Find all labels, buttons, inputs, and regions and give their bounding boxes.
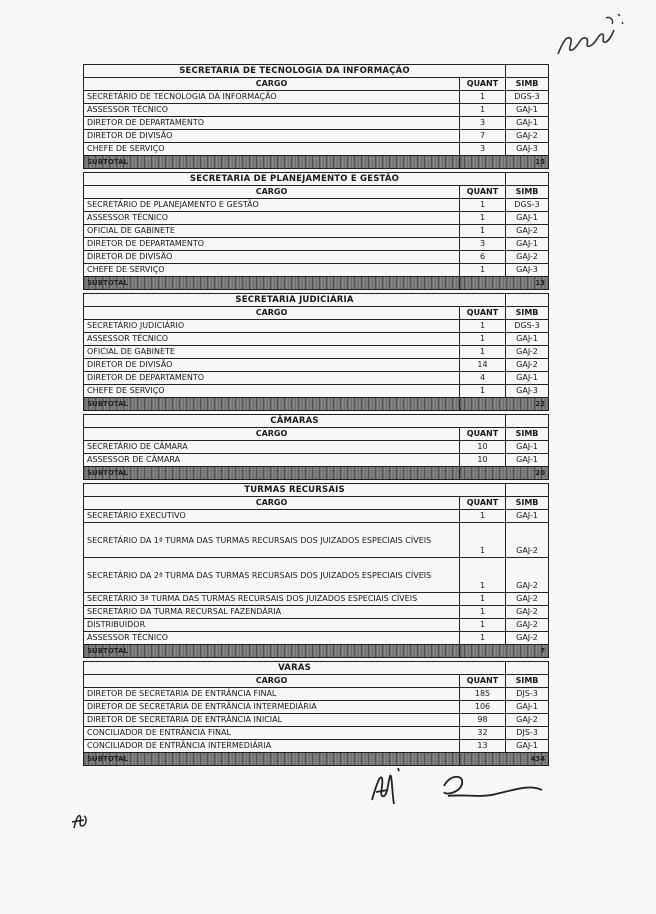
- quant-cell: 1: [460, 225, 506, 238]
- table-row: [84, 714, 549, 727]
- quant-cell: 14: [460, 359, 506, 372]
- simb-cell: GAJ-1: [506, 117, 549, 130]
- section-title: CÂMARAS: [84, 415, 506, 428]
- quant-cell: 1: [460, 212, 506, 225]
- quant-cell: 1: [460, 510, 506, 523]
- table-row: [84, 619, 549, 632]
- table-row: [84, 320, 549, 333]
- quant-cell: 1: [460, 593, 506, 606]
- table-row: [84, 632, 549, 645]
- header-simb: SIMB: [506, 675, 549, 688]
- cargo-cell: CHEFE DE SERVIÇO: [84, 385, 460, 398]
- cargo-cell: CHEFE DE SERVIÇO: [84, 264, 460, 277]
- cargo-cell: SECRETÁRIO DA 2ª TURMA DAS TURMAS RECURSAIS DOS JUIZADOS ESPECIAIS CÍVEIS: [84, 558, 460, 593]
- table-row: [84, 372, 549, 385]
- cargo-cell: ASSESSOR TÉCNICO: [84, 632, 460, 645]
- subtotal-label: SUBTOTAL: [84, 467, 460, 480]
- header-quant: QUANT: [460, 428, 506, 441]
- header-cargo: CARGO: [84, 428, 460, 441]
- header-quant: QUANT: [460, 186, 506, 199]
- cargo-cell: DIRETOR DE DIVISÃO: [84, 359, 460, 372]
- quant-cell: 10: [460, 454, 506, 467]
- simb-cell: DGS-3: [506, 199, 549, 212]
- simb-cell: GAJ-1: [506, 740, 549, 753]
- quant-cell: 1: [460, 346, 506, 359]
- signature-top-right-icon: [548, 8, 626, 64]
- header-simb: SIMB: [506, 428, 549, 441]
- quant-cell: 106: [460, 701, 506, 714]
- table-row: [84, 701, 549, 714]
- subtotal-value: 22: [460, 398, 549, 411]
- simb-cell: DJS-3: [506, 688, 549, 701]
- subtotal-value: 15: [460, 156, 549, 169]
- quant-cell: 1: [460, 91, 506, 104]
- section-title: TURMAS RECURSAIS: [84, 484, 506, 497]
- simb-cell: DGS-3: [506, 320, 549, 333]
- subtotal-value: 434: [460, 753, 549, 766]
- table-row: [84, 441, 549, 454]
- quant-cell: 1: [460, 320, 506, 333]
- quant-cell: 1: [460, 199, 506, 212]
- subtotal-row: [84, 467, 549, 480]
- table-row: [84, 593, 549, 606]
- quant-cell: 6: [460, 251, 506, 264]
- subtotal-row: [84, 156, 549, 169]
- cargo-cell: CONCILIADOR DE ENTRÂNCIA INTERMEDIÁRIA: [84, 740, 460, 753]
- header-cargo: CARGO: [84, 307, 460, 320]
- cargo-cell: ASSESSOR DE CÂMARA: [84, 454, 460, 467]
- simb-cell: GAJ-1: [506, 372, 549, 385]
- simb-cell: GAJ-3: [506, 143, 549, 156]
- cargo-cell: SECRETÁRIO DA TURMA RECURSAL FAZENDÁRIA: [84, 606, 460, 619]
- signature-bottom-icon: [364, 764, 554, 814]
- simb-cell: GAJ-2: [506, 558, 549, 593]
- simb-cell: GAJ-2: [506, 225, 549, 238]
- cargo-cell: DIRETOR DE SECRETARIA DE ENTRÂNCIA FINAL: [84, 688, 460, 701]
- section-title: SECRETARIA JUDICIÁRIA: [84, 294, 506, 307]
- document-body: [83, 64, 548, 766]
- section-title: VARAS: [84, 662, 506, 675]
- simb-cell: GAJ-2: [506, 632, 549, 645]
- header-quant: QUANT: [460, 675, 506, 688]
- header-simb: SIMB: [506, 307, 549, 320]
- subtotal-label: SUBTOTAL: [84, 156, 460, 169]
- table-row: [84, 606, 549, 619]
- simb-cell: GAJ-2: [506, 346, 549, 359]
- cargo-cell: SECRETÁRIO 3ª TURMA DAS TURMAS RECURSAIS DOS JUIZADOS ESPECIAIS CÍVEIS: [84, 593, 460, 606]
- table-row: [84, 333, 549, 346]
- cargo-cell: SECRETÁRIO DE PLANEJAMENTO E GESTÃO: [84, 199, 460, 212]
- header-cargo: CARGO: [84, 497, 460, 510]
- cargo-cell: ASSESSOR TÉCNICO: [84, 104, 460, 117]
- header-simb: SIMB: [506, 497, 549, 510]
- cargo-cell: OFICIAL DE GABINETE: [84, 346, 460, 359]
- section-title-spacer: [506, 65, 549, 78]
- quant-cell: 185: [460, 688, 506, 701]
- table-row: [84, 251, 549, 264]
- quant-cell: 13: [460, 740, 506, 753]
- quant-cell: 4: [460, 372, 506, 385]
- header-simb: SIMB: [506, 78, 549, 91]
- table-row: [84, 523, 549, 558]
- quant-cell: 1: [460, 606, 506, 619]
- subtotal-row: [84, 753, 549, 766]
- table-row: [84, 199, 549, 212]
- simb-cell: GAJ-2: [506, 523, 549, 558]
- simb-cell: GAJ-3: [506, 385, 549, 398]
- table-row: [84, 117, 549, 130]
- table-row: [84, 104, 549, 117]
- section-table: [83, 64, 549, 169]
- section-table: [83, 172, 549, 290]
- cargo-cell: DISTRIBUIDOR: [84, 619, 460, 632]
- initials-bottom-left-icon: [68, 808, 94, 834]
- header-quant: QUANT: [460, 307, 506, 320]
- subtotal-value: 13: [460, 277, 549, 290]
- simb-cell: GAJ-1: [506, 104, 549, 117]
- section-title-spacer: [506, 662, 549, 675]
- cargo-cell: DIRETOR DE DIVISÃO: [84, 251, 460, 264]
- simb-cell: GAJ-2: [506, 714, 549, 727]
- section-table: [83, 661, 549, 766]
- subtotal-label: SUBTOTAL: [84, 398, 460, 411]
- section-table: [83, 414, 549, 480]
- subtotal-row: [84, 645, 549, 658]
- section-table: [83, 293, 549, 411]
- simb-cell: GAJ-2: [506, 606, 549, 619]
- simb-cell: DGS-3: [506, 91, 549, 104]
- table-row: [84, 688, 549, 701]
- cargo-cell: SECRETÁRIO DE TECNOLOGIA DA INFORMAÇÃO: [84, 91, 460, 104]
- cargo-cell: DIRETOR DE SECRETARIA DE ENTRÂNCIA INTERMEDIÁRIA: [84, 701, 460, 714]
- subtotal-row: [84, 277, 549, 290]
- quant-cell: 1: [460, 632, 506, 645]
- cargo-cell: SECRETÁRIO DA 1ª TURMA DAS TURMAS RECURSAIS DOS JUIZADOS ESPECIAIS CÍVEIS: [84, 523, 460, 558]
- quant-cell: 1: [460, 104, 506, 117]
- table-row: [84, 727, 549, 740]
- header-cargo: CARGO: [84, 186, 460, 199]
- section-title: SECRETARIA DE TECNOLOGIA DA INFORMAÇÃO: [84, 65, 506, 78]
- table-row: [84, 510, 549, 523]
- header-cargo: CARGO: [84, 78, 460, 91]
- simb-cell: GAJ-1: [506, 238, 549, 251]
- simb-cell: GAJ-3: [506, 264, 549, 277]
- quant-cell: 7: [460, 130, 506, 143]
- cargo-cell: ASSESSOR TÉCNICO: [84, 212, 460, 225]
- table-row: [84, 212, 549, 225]
- simb-cell: GAJ-1: [506, 212, 549, 225]
- subtotal-label: SUBTOTAL: [84, 277, 460, 290]
- table-row: [84, 346, 549, 359]
- section-title-spacer: [506, 484, 549, 497]
- quant-cell: 3: [460, 143, 506, 156]
- cargo-cell: SECRETÁRIO JUDICIÁRIO: [84, 320, 460, 333]
- table-row: [84, 91, 549, 104]
- simb-cell: GAJ-2: [506, 619, 549, 632]
- subtotal-row: [84, 398, 549, 411]
- subtotal-label: SUBTOTAL: [84, 645, 460, 658]
- section-title-spacer: [506, 173, 549, 186]
- cargo-cell: DIRETOR DE DEPARTAMENTO: [84, 117, 460, 130]
- quant-cell: 3: [460, 238, 506, 251]
- section-table: [83, 483, 549, 658]
- table-row: [84, 264, 549, 277]
- header-cargo: CARGO: [84, 675, 460, 688]
- cargo-cell: DIRETOR DE DEPARTAMENTO: [84, 238, 460, 251]
- header-quant: QUANT: [460, 78, 506, 91]
- simb-cell: GAJ-1: [506, 701, 549, 714]
- simb-cell: GAJ-2: [506, 130, 549, 143]
- table-row: [84, 238, 549, 251]
- table-row: [84, 130, 549, 143]
- simb-cell: DJS-3: [506, 727, 549, 740]
- cargo-cell: DIRETOR DE SECRETARIA DE ENTRÂNCIA INICIAL: [84, 714, 460, 727]
- subtotal-value: 7: [460, 645, 549, 658]
- simb-cell: GAJ-1: [506, 441, 549, 454]
- header-quant: QUANT: [460, 497, 506, 510]
- cargo-cell: SECRETÁRIO EXECUTIVO: [84, 510, 460, 523]
- quant-cell: 1: [460, 333, 506, 346]
- cargo-cell: DIRETOR DE DEPARTAMENTO: [84, 372, 460, 385]
- quant-cell: 10: [460, 441, 506, 454]
- cargo-cell: OFICIAL DE GABINETE: [84, 225, 460, 238]
- simb-cell: GAJ-1: [506, 454, 549, 467]
- table-row: [84, 385, 549, 398]
- subtotal-label: SUBTOTAL: [84, 753, 460, 766]
- cargo-cell: DIRETOR DE DIVISÃO: [84, 130, 460, 143]
- table-row: [84, 740, 549, 753]
- quant-cell: 1: [460, 385, 506, 398]
- cargo-cell: SECRETÁRIO DE CÂMARA: [84, 441, 460, 454]
- section-title-spacer: [506, 415, 549, 428]
- section-title: SECRETARIA DE PLANEJAMENTO E GESTÃO: [84, 173, 506, 186]
- cargo-cell: ASSESSOR TÉCNICO: [84, 333, 460, 346]
- table-row: [84, 558, 549, 593]
- quant-cell: 1: [460, 619, 506, 632]
- quant-cell: 98: [460, 714, 506, 727]
- subtotal-value: 20: [460, 467, 549, 480]
- simb-cell: GAJ-2: [506, 593, 549, 606]
- simb-cell: GAJ-2: [506, 359, 549, 372]
- cargo-cell: CHEFE DE SERVIÇO: [84, 143, 460, 156]
- table-row: [84, 225, 549, 238]
- table-row: [84, 143, 549, 156]
- cargo-cell: CONCILIADOR DE ENTRÂNCIA FINAL: [84, 727, 460, 740]
- quant-cell: 1: [460, 523, 506, 558]
- header-simb: SIMB: [506, 186, 549, 199]
- quant-cell: 3: [460, 117, 506, 130]
- quant-cell: 32: [460, 727, 506, 740]
- quant-cell: 1: [460, 558, 506, 593]
- table-row: [84, 454, 549, 467]
- quant-cell: 1: [460, 264, 506, 277]
- simb-cell: GAJ-1: [506, 510, 549, 523]
- simb-cell: GAJ-1: [506, 333, 549, 346]
- table-row: [84, 359, 549, 372]
- section-title-spacer: [506, 294, 549, 307]
- simb-cell: GAJ-2: [506, 251, 549, 264]
